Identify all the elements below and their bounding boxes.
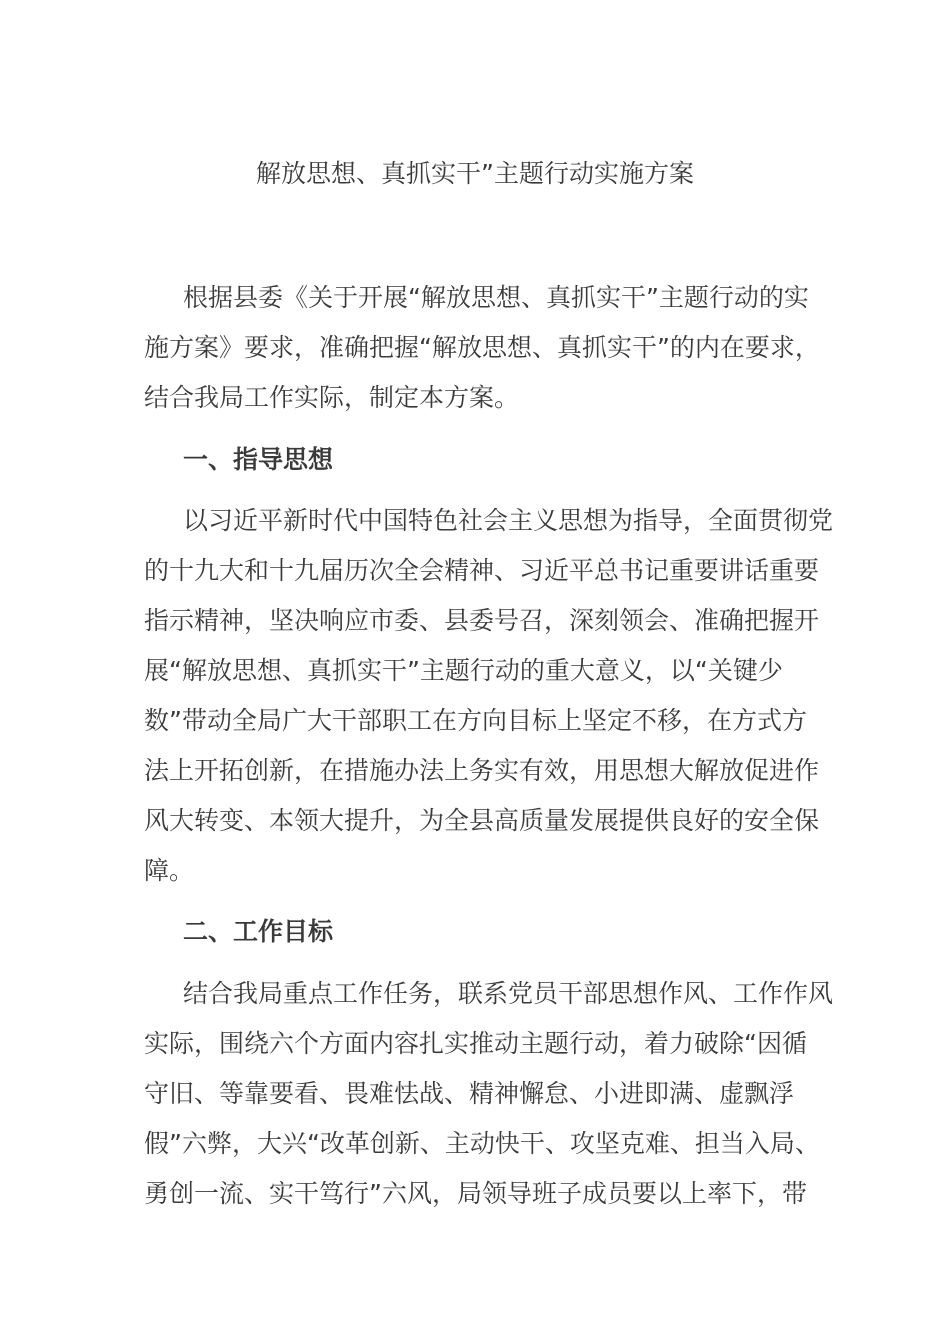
paragraph-line: 数”带动全局广大干部职工在方向目标上坚定不移，在方式方: [144, 706, 807, 735]
document-title: 解放思想、真抓实干”主题行动实施方案: [256, 159, 694, 188]
intro-line: 根据县委《关于开展“解放思想、真抓实干”主题行动的实: [183, 283, 809, 312]
section-heading-work-goals: 二、工作目标: [183, 917, 334, 946]
paragraph-line: 结合我局重点工作任务，联系党员干部思想作风、工作作风: [183, 979, 834, 1008]
paragraph-line: 的十九大和十九届历次全会精神、习近平总书记重要讲话重要: [144, 556, 820, 585]
paragraph-line: 展“解放思想、真抓实干”主题行动的重大意义，以“关键少: [144, 656, 783, 685]
paragraph-line: 指示精神，坚决响应市委、县委号召，深刻领会、准确把握开: [144, 606, 820, 635]
paragraph-line: 实际，围绕六个方面内容扎实推动主题行动，着力破除“因循: [144, 1029, 807, 1058]
paragraph-line: 勇创一流、实干笃行”六风，局领导班子成员要以上率下，带: [144, 1179, 807, 1208]
paragraph-line: 障。: [144, 856, 195, 885]
paragraph-line: 以习近平新时代中国特色社会主义思想为指导，全面贯彻党: [183, 506, 834, 535]
intro-line: 结合我局工作实际，制定本方案。: [144, 383, 520, 412]
intro-line: 施方案》要求，准确把握“解放思想、真抓实干”的内在要求，: [144, 333, 820, 362]
paragraph-line: 守旧、等靠要看、畏难怯战、精神懈怠、小进即满、虚飘浮: [144, 1079, 795, 1108]
paragraph-line: 风大转变、本领大提升，为全县高质量发展提供良好的安全保: [144, 806, 820, 835]
section-heading-guiding-ideology: 一、指导思想: [183, 445, 334, 474]
paragraph-line: 法上开拓创新，在措施办法上务实有效，用思想大解放促进作: [144, 756, 820, 785]
paragraph-line: 假”六弊，大兴“改革创新、主动快干、攻坚克难、担当入局、: [144, 1129, 820, 1158]
